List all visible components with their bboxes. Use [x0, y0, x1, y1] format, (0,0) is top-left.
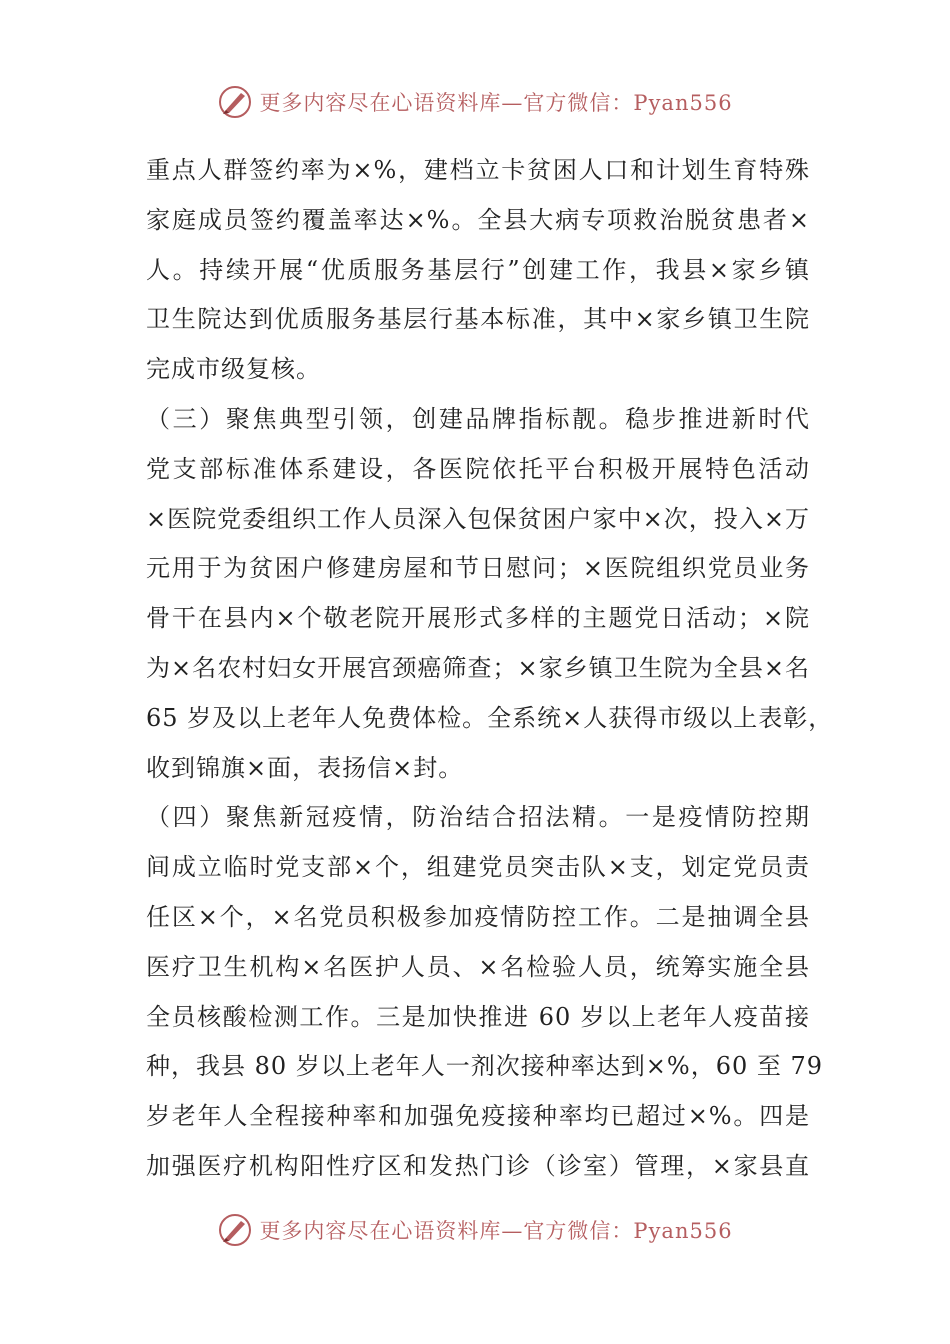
header-banner-text: 更多内容尽在心语资料库—官方微信：Pyan556 [259, 91, 733, 115]
body-line: ×医院党委组织工作人员深入包保贫困户家中×次，投入×万 [146, 504, 810, 533]
body-line: 元用于为贫困户修建房屋和节日慰问；×医院组织党员业务 [146, 554, 810, 583]
page-footer-banner [0, 1208, 950, 1252]
body-line: 为×名农村妇女开展宫颈癌筛查；×家乡镇卫生院为全县×名 [146, 653, 810, 682]
body-line: 间成立临时党支部×个，组建党员突击队×支，划定党员责 [146, 853, 810, 882]
body-line: 党支部标准体系建设，各医院依托平台积极开展特色活动 [146, 454, 810, 483]
pen-logo-icon [217, 84, 253, 120]
body-line: （三）聚焦典型引领，创建品牌指标靓。稳步推进新时代 [146, 404, 810, 433]
body-line: 收到锦旗×面，表扬信×封。 [146, 753, 464, 782]
body-line: 人。持续开展“优质服务基层行”创建工作，我县×家乡镇 [146, 255, 810, 284]
body-line: 岁老年人全程接种率和加强免疫接种率均已超过×%。四是 [146, 1102, 810, 1131]
body-line: 医疗卫生机构×名医护人员、×名检验人员，统筹实施全县 [146, 952, 810, 981]
body-line: 卫生院达到优质服务基层行基本标准，其中×家乡镇卫生院 [146, 305, 810, 334]
body-line: （四）聚焦新冠疫情，防治结合招法精。一是疫情防控期 [146, 803, 810, 832]
pen-logo-icon [217, 1212, 253, 1248]
body-line: 任区×个，×名党员积极参加疫情防控工作。二是抽调全县 [146, 902, 810, 931]
body-line: 完成市级复核。 [146, 355, 321, 384]
document-body [146, 146, 834, 1192]
body-line: 全员核酸检测工作。三是加快推进 60 岁以上老年人疫苗接 [146, 1002, 810, 1031]
body-line: 加强医疗机构阳性疗区和发热门诊（诊室）管理，×家县直 [146, 1151, 810, 1180]
page-header-banner [0, 80, 950, 124]
body-line: 骨干在县内×个敬老院开展形式多样的主题党日活动；×院 [146, 604, 810, 633]
body-line: 家庭成员签约覆盖率达×%。全县大病专项救治脱贫患者× [146, 205, 810, 234]
body-line: 65 岁及以上老年人免费体检。全系统×人获得市级以上表彰， [146, 703, 834, 732]
body-line: 重点人群签约率为×%，建档立卡贫困人口和计划生育特殊 [146, 156, 810, 184]
body-line: 种，我县 80 岁以上老年人一剂次接种率达到×%，60 至 79 [146, 1052, 824, 1081]
footer-banner-text: 更多内容尽在心语资料库—官方微信：Pyan556 [259, 1219, 733, 1243]
